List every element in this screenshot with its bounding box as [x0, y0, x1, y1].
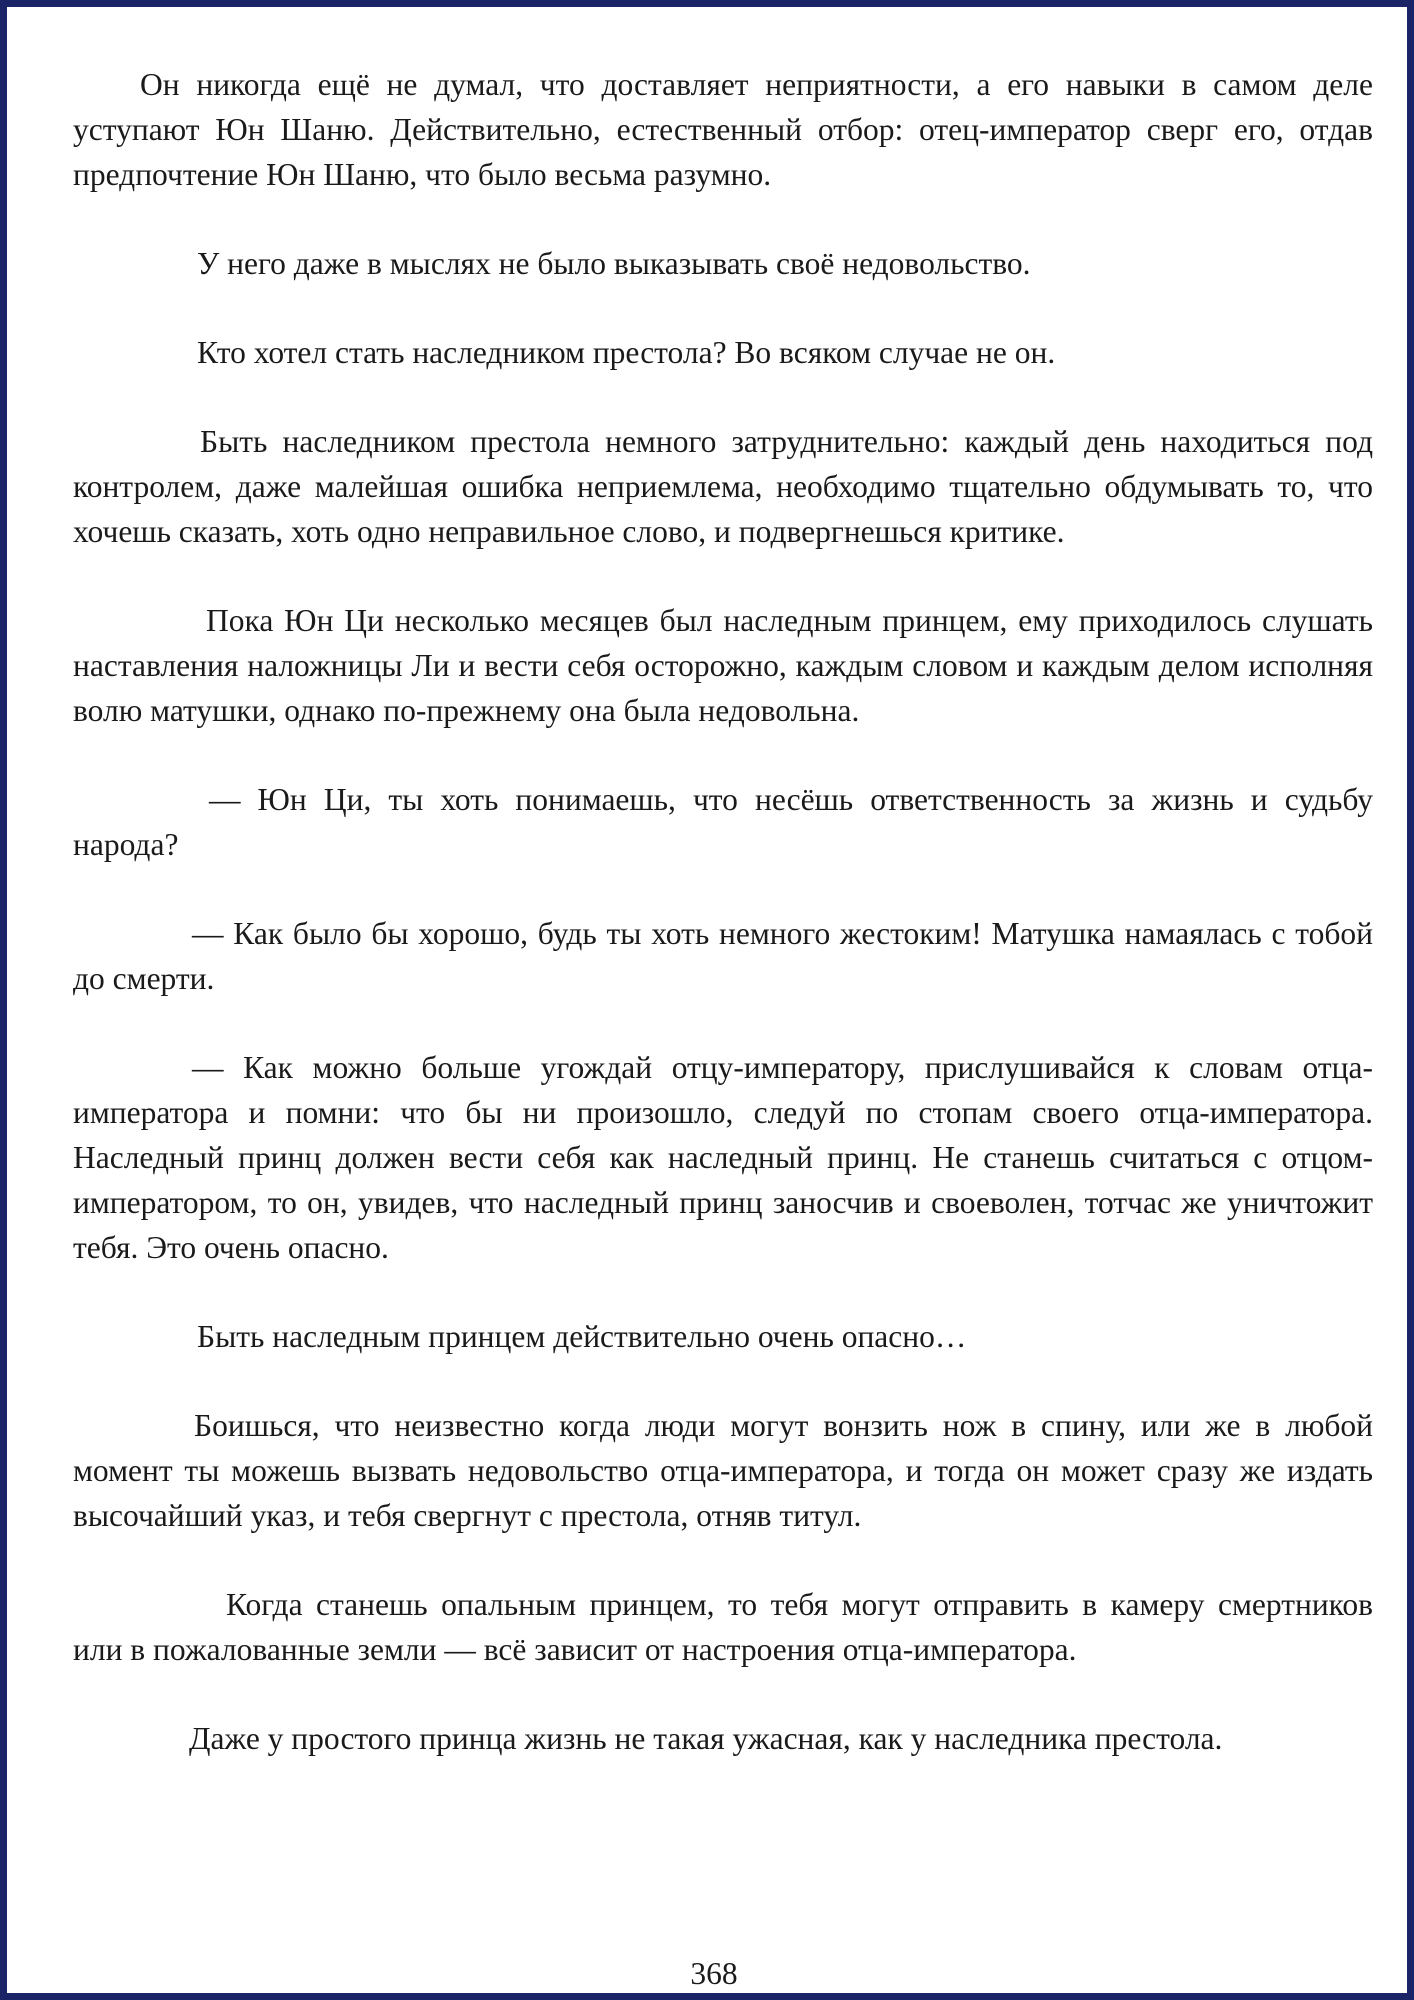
- paragraph: — Как можно больше угождай отцу-императору, прислушивайся к словам отца-императора и помни: что бы ни произошло, следуй по стопам своего отца-императора. Наследный принц должен вести себя как наследный принц. Не станешь считаться с отцом-императором, то он, увидев, что наследный принц заносчив и своеволен, тотчас же уничтожит тебя. Это очень опасно.: [73, 1050, 1373, 1265]
- paragraph: Когда станешь опальным принцем, то тебя могут отправить в камеру смертников или в пожалованные земли — всё зависит от настроения отца-императора.: [73, 1587, 1373, 1667]
- page-number: 368: [690, 1956, 738, 1991]
- paragraph: Пока Юн Ци несколько месяцев был наследным принцем, ему приходилось слушать наставления наложницы Ли и вести себя осторожно, каждым словом и каждым делом исполняя волю матушки, однако по-прежнему она была недовольна.: [73, 603, 1373, 728]
- paragraph: Боишься, что неизвестно когда люди могут вонзить нож в спину, или же в любой момент ты можешь вызвать недовольство отца-императора, и тогда он может сразу же издать высочайший указ, и тебя свергнут с престола, отняв титул.: [73, 1408, 1373, 1533]
- paragraph: — Как было бы хорошо, будь ты хоть немного жестоким! Матушка намаялась с тобой до смерти.: [73, 916, 1373, 996]
- paragraph: Быть наследником престола немного затруднительно: каждый день находиться под контролем, даже малейшая ошибка неприемлема, необходимо тщательно обдумывать то, что хочешь сказать, хоть одно неправильное слово, и подвергнешься критике.: [73, 424, 1373, 549]
- paragraph: Быть наследным принцем действительно очень опасно…: [197, 1319, 967, 1354]
- paragraph: Он никогда ещё не думал, что доставляет неприятности, а его навыки в самом деле уступают Юн Шаню. Действительно, естественный отбор: отец-император сверг его, отдав предпочтение Юн Шаню, что было весьма разумно.: [73, 67, 1373, 192]
- text-column: [73, 62, 1373, 1761]
- paragraph: — Юн Ци, ты хоть понимаешь, что несёшь ответственность за жизнь и судьбу народа?: [73, 782, 1373, 862]
- paragraph: Кто хотел стать наследником престола? Во всяком случае не он.: [197, 335, 1056, 370]
- paragraph: У него даже в мыслях не было выказывать своё недовольство.: [197, 246, 1031, 281]
- paragraph: Даже у простого принца жизнь не такая ужасная, как у наследника престола.: [189, 1721, 1223, 1756]
